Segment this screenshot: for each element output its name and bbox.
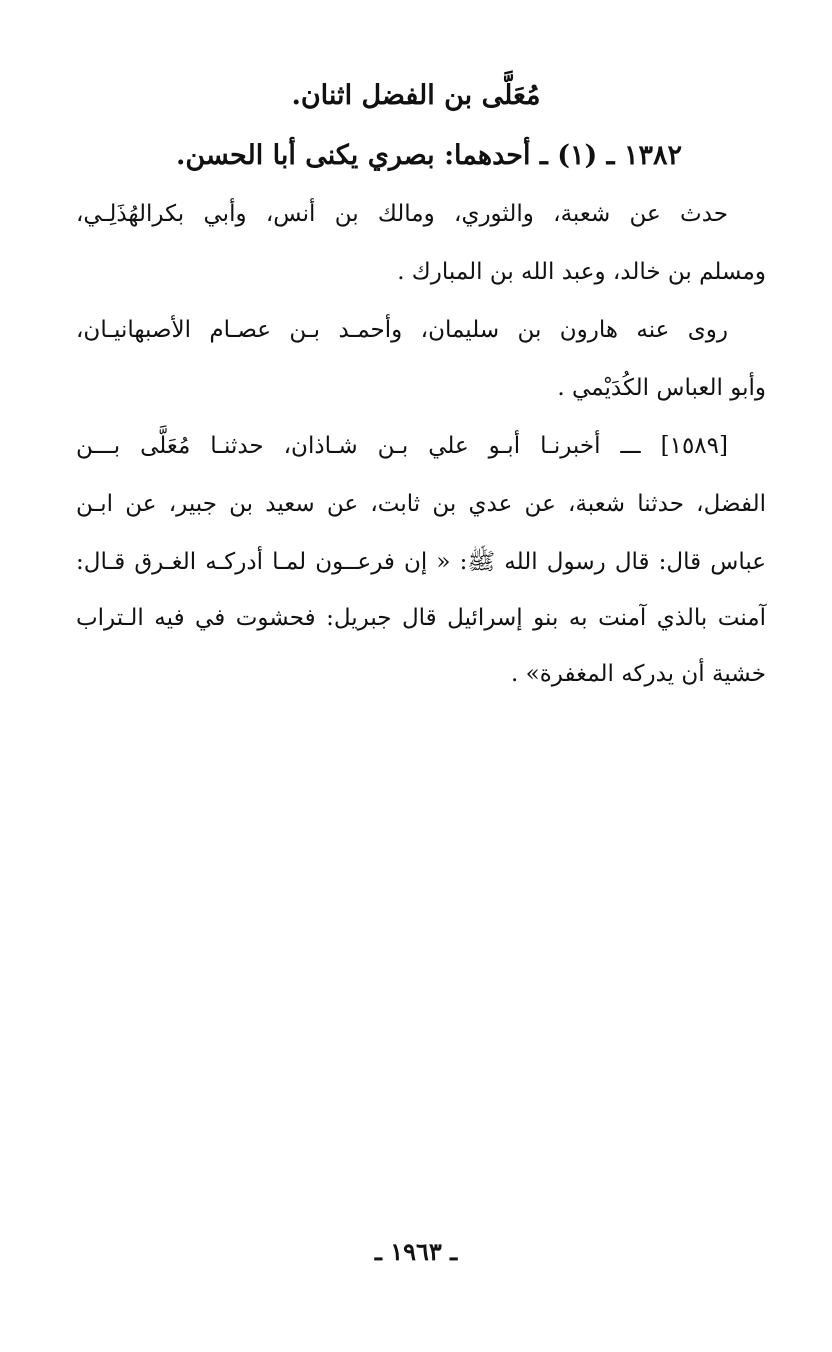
text-line: الفضل، حدثنا شعبة، عن عدي بن ثابت، عن سعيد بن جبير، عن ابـن xyxy=(76,491,766,517)
text-line: عباس قال: قال رسول الله ﷺ: « إن فرعــون لمـا أدركـه الغـرق قـال: xyxy=(76,549,766,575)
text-line: آمنت بالذي آمنت به بنو إسرائيل قال جبريل: فحشوت في فيه الـتراب xyxy=(76,605,766,631)
text-line: روى عنه هارون بن سليمان، وأحمـد بـن عصـام الأصبهانيـان، xyxy=(76,317,728,343)
text-line: [١٥٨٩] ـــ أخبرنـا أبـو علي بـن شـاذان، حدثنـا مُعَلَّى بـــن xyxy=(76,433,728,459)
text-line: وأبو العباس الكُدَيْمي . xyxy=(557,375,766,401)
entry-number-heading: ١٣٨٢ ـ (١) ـ أحدهما: بصري يكنى أبا الحسن. xyxy=(176,140,682,171)
entry-name-heading: مُعَلَّى بن الفضل اثنان. xyxy=(291,80,541,111)
page-number: ـ ١٩٦٣ ـ xyxy=(374,1237,458,1266)
text-line: حدث عن شعبة، والثوري، ومالك بن أنس، وأبي بكرالهُذَلِـي، xyxy=(76,201,728,227)
text-line: خشية أن يدركه المغفرة» . xyxy=(511,661,766,687)
text-line: ومسلم بن خالد، وعبد الله بن المبارك . xyxy=(397,259,766,285)
